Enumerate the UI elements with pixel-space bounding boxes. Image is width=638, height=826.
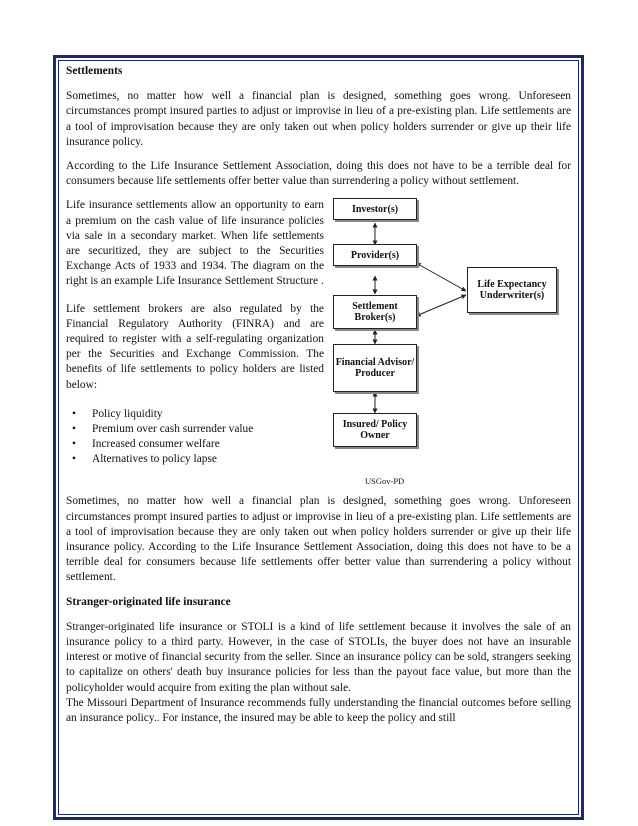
image-credit: USGov-PD xyxy=(365,476,405,486)
broker-box: Settlement Broker(s) xyxy=(333,295,417,329)
underwriter-box: Life Expectancy Underwriter(s) xyxy=(467,267,557,313)
settlement-structure-diagram xyxy=(328,198,571,486)
benefits-list xyxy=(66,407,324,468)
paragraph-4: Life settlement brokers are also regulated by the Financial Regulatory Authority (FINRA) and are required to register with a self-regulating organization per the Securities and Exchange Commission. The benefits of life settlements to policy holders are listed below: xyxy=(66,302,324,391)
list-item: • Alternatives to policy lapse xyxy=(92,452,324,467)
stoli-heading: Stranger-originated life insurance xyxy=(66,595,231,608)
paragraph-6: Stranger-originated life insurance or STOLI is a kind of life settlement because it involves the sale of an insurance policy to a third party. However, in the case of STOLIs, the buyer does not have an insurable interest or motive of financial security from the seller. Since an insurance policy can be sold, strangers seeking to capitalize on others' death buy insurance policies for less than the payout face value, but more than the policyholder would acquire from exiting the plan without sale. xyxy=(66,620,571,694)
paragraph-1: Sometimes, no matter how well a financial plan is designed, something goes wrong. Unforeseen circumstances prompt insured parties to adjust or improvise in lieu of a pre-existing plan. Life settlements are a tool of improvisation because they are only taken out when policy holders surrender or give up their life insurance policy. xyxy=(66,90,571,148)
advisor-box: Financial Advisor/ Producer xyxy=(333,344,417,392)
settlements-heading: Settlements xyxy=(66,65,123,77)
insured-box: Insured/ Policy Owner xyxy=(333,413,417,447)
list-item: • Increased consumer welfare xyxy=(92,437,324,452)
investor-box: Investor(s) xyxy=(333,198,417,220)
paragraph-3: Life insurance settlements allow an opportunity to earn a premium on the cash value of life insurance policies via sale in a secondary market. When life settlements are securitized, they are subject to the Securities Exchange Acts of 1933 and 1934. The diagram on the right is an example Life Insurance Settlement Structure . xyxy=(66,199,324,288)
text-and-diagram xyxy=(66,198,571,486)
provider-box: Provider(s) xyxy=(333,244,417,266)
list-item: • Policy liquidity xyxy=(92,407,324,422)
arrow-provider-underwriter xyxy=(416,263,466,291)
document-body xyxy=(66,64,571,812)
paragraph-2: According to the Life Insurance Settlement Association, doing this does not have to be a terrible deal for consumers because life settlements offer better value than surrendering a policy without settlement. xyxy=(66,160,571,188)
paragraph-7: The Missouri Department of Insurance recommends fully understanding the financial outcomes before selling an insurance policy.. For instance, the insured may be able to keep the policy and still xyxy=(66,696,571,725)
list-item: • Premium over cash surrender value xyxy=(92,422,324,437)
left-column xyxy=(66,198,324,467)
arrow-broker-underwriter xyxy=(416,295,466,316)
paragraph-5: Sometimes, no matter how well a financial plan is designed, something goes wrong. Unforeseen circumstances prompt insured parties to adjust or improvise in lieu of a pre-existing plan. Life settlements are a tool of improvisation because they are only taken out when policy holders surrender or give up their life insurance policy. According to the Life Insurance Settlement Association, doing this does not have to be a terrible deal for consumers because life settlements offer better value than surrendering a policy without settlement. xyxy=(66,495,571,584)
